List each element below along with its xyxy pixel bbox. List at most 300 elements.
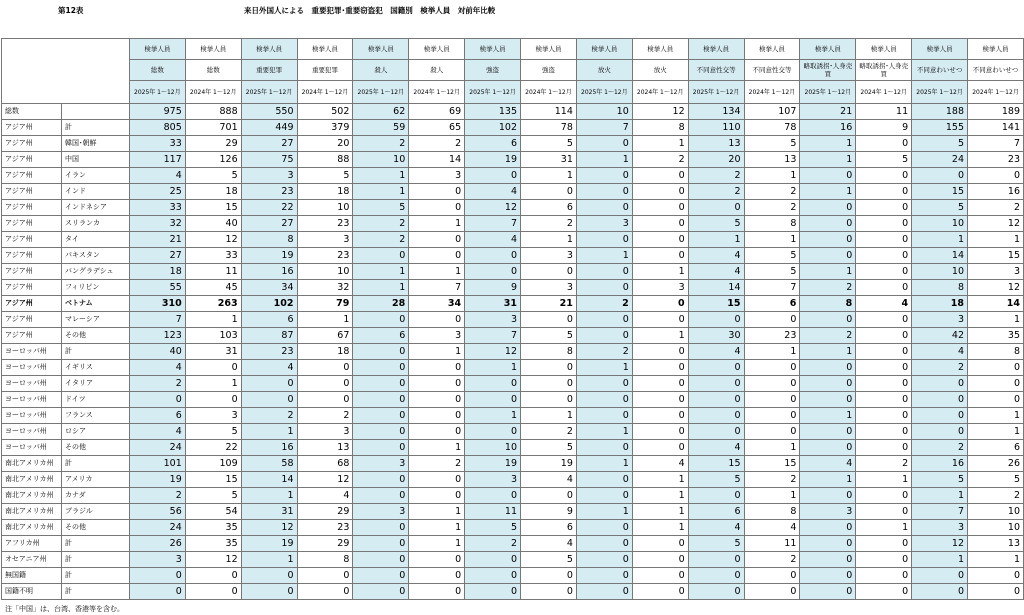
value-cell: 0 — [800, 536, 856, 552]
value-cell: 24 — [912, 152, 968, 168]
value-cell: 0 — [856, 344, 912, 360]
column-crime-label: 強盗 — [465, 60, 521, 81]
value-cell: 18 — [912, 296, 968, 312]
value-cell: 0 — [632, 248, 688, 264]
value-cell: 0 — [688, 360, 744, 376]
value-cell: 1 — [632, 472, 688, 488]
region-cell: アジア州 — [2, 152, 62, 168]
column-period-label: 2025年 1～12月 — [912, 81, 968, 104]
column-top-label: 検挙人員 — [185, 39, 241, 60]
value-cell: 0 — [521, 392, 577, 408]
value-cell: 2 — [576, 344, 632, 360]
value-cell: 0 — [353, 552, 409, 568]
column-period-label: 2025年 1～12月 — [576, 81, 632, 104]
value-cell: 31 — [465, 296, 521, 312]
value-cell: 14 — [241, 472, 297, 488]
value-cell: 23 — [744, 328, 800, 344]
value-cell: 0 — [744, 424, 800, 440]
value-cell: 0 — [465, 392, 521, 408]
value-cell: 28 — [353, 296, 409, 312]
value-cell: 4 — [800, 456, 856, 472]
value-cell: 2 — [129, 376, 185, 392]
table-row — [2, 168, 1024, 184]
value-cell: 1 — [744, 168, 800, 184]
value-cell: 102 — [241, 296, 297, 312]
column-top-label: 検挙人員 — [353, 39, 409, 60]
value-cell: 11 — [856, 104, 912, 120]
value-cell: 0 — [912, 408, 968, 424]
value-cell: 0 — [800, 216, 856, 232]
value-cell: 69 — [409, 104, 465, 120]
value-cell: 2 — [129, 488, 185, 504]
value-cell: 0 — [353, 584, 409, 600]
value-cell: 8 — [632, 120, 688, 136]
value-cell: 975 — [129, 104, 185, 120]
value-cell: 0 — [409, 424, 465, 440]
value-cell: 26 — [129, 536, 185, 552]
value-cell: 12 — [968, 280, 1024, 296]
value-cell: 2 — [800, 280, 856, 296]
value-cell: 0 — [744, 312, 800, 328]
value-cell: 21 — [800, 104, 856, 120]
table-row — [2, 504, 1024, 520]
value-cell: 0 — [968, 392, 1024, 408]
value-cell: 14 — [912, 248, 968, 264]
region-cell: 南北アメリカ州 — [2, 472, 62, 488]
value-cell: 30 — [688, 328, 744, 344]
value-cell: 14 — [409, 152, 465, 168]
value-cell: 4 — [856, 296, 912, 312]
value-cell: 0 — [856, 440, 912, 456]
value-cell: 3 — [465, 312, 521, 328]
value-cell: 1 — [353, 184, 409, 200]
value-cell: 5 — [185, 168, 241, 184]
value-cell: 40 — [129, 344, 185, 360]
value-cell: 4 — [241, 360, 297, 376]
table-row — [2, 104, 1024, 120]
value-cell: 0 — [744, 392, 800, 408]
value-cell: 1 — [521, 232, 577, 248]
value-cell: 35 — [185, 520, 241, 536]
value-cell: 10 — [297, 264, 353, 280]
country-cell: ベトナム — [61, 296, 129, 312]
country-cell: ドイツ — [61, 392, 129, 408]
value-cell: 1 — [409, 536, 465, 552]
value-cell: 0 — [241, 392, 297, 408]
value-cell: 1 — [744, 488, 800, 504]
value-cell: 16 — [800, 120, 856, 136]
value-cell: 0 — [632, 424, 688, 440]
region-cell: アジア州 — [2, 312, 62, 328]
value-cell: 0 — [968, 376, 1024, 392]
value-cell: 0 — [856, 504, 912, 520]
column-period-label: 2024年 1～12月 — [968, 81, 1024, 104]
column-crime-label: 殺人 — [409, 60, 465, 81]
value-cell: 0 — [800, 568, 856, 584]
country-cell: スリランカ — [61, 216, 129, 232]
value-cell: 0 — [632, 168, 688, 184]
value-cell: 0 — [800, 392, 856, 408]
region-cell: アジア州 — [2, 184, 62, 200]
value-cell: 1 — [241, 552, 297, 568]
value-cell: 0 — [912, 392, 968, 408]
value-cell: 12 — [185, 552, 241, 568]
value-cell: 23 — [297, 216, 353, 232]
value-cell: 0 — [800, 200, 856, 216]
value-cell: 0 — [856, 392, 912, 408]
value-cell: 34 — [409, 296, 465, 312]
table-row — [2, 280, 1024, 296]
value-cell: 88 — [297, 152, 353, 168]
value-cell: 11 — [185, 264, 241, 280]
region-cell: ヨーロッパ州 — [2, 344, 62, 360]
value-cell: 0 — [241, 584, 297, 600]
value-cell: 101 — [129, 456, 185, 472]
value-cell: 1 — [856, 520, 912, 536]
value-cell: 3 — [297, 232, 353, 248]
value-cell: 32 — [129, 216, 185, 232]
value-cell: 18 — [129, 264, 185, 280]
column-period-label: 2024年 1～12月 — [297, 81, 353, 104]
value-cell: 0 — [856, 536, 912, 552]
column-crime-label: 略取誘拐･人身売買 — [800, 60, 856, 81]
value-cell: 6 — [129, 408, 185, 424]
value-cell: 0 — [632, 584, 688, 600]
value-cell: 0 — [688, 392, 744, 408]
value-cell: 0 — [409, 232, 465, 248]
value-cell: 0 — [688, 200, 744, 216]
value-cell: 12 — [632, 104, 688, 120]
value-cell: 0 — [576, 328, 632, 344]
value-cell: 22 — [241, 200, 297, 216]
value-cell: 0 — [856, 376, 912, 392]
region-cell: アジア州 — [2, 136, 62, 152]
value-cell: 62 — [353, 104, 409, 120]
value-cell: 0 — [744, 584, 800, 600]
value-cell: 10 — [912, 216, 968, 232]
value-cell: 1 — [744, 232, 800, 248]
region-cell: ヨーロッパ州 — [2, 376, 62, 392]
value-cell: 5 — [744, 264, 800, 280]
value-cell: 16 — [968, 184, 1024, 200]
country-cell: インド — [61, 184, 129, 200]
value-cell: 5 — [912, 200, 968, 216]
value-cell: 0 — [576, 568, 632, 584]
value-cell: 155 — [912, 120, 968, 136]
value-cell: 0 — [409, 584, 465, 600]
value-cell: 10 — [576, 104, 632, 120]
value-cell: 7 — [912, 504, 968, 520]
value-cell: 3 — [241, 168, 297, 184]
value-cell: 3 — [632, 280, 688, 296]
value-cell: 0 — [576, 584, 632, 600]
table-row — [2, 424, 1024, 440]
column-period-label: 2025年 1～12月 — [465, 81, 521, 104]
value-cell: 68 — [297, 456, 353, 472]
value-cell: 23 — [968, 152, 1024, 168]
column-period-label: 2024年 1～12月 — [856, 81, 912, 104]
value-cell: 0 — [576, 200, 632, 216]
value-cell: 20 — [297, 136, 353, 152]
value-cell: 54 — [185, 504, 241, 520]
value-cell: 0 — [465, 168, 521, 184]
value-cell: 1 — [576, 424, 632, 440]
value-cell: 7 — [465, 328, 521, 344]
value-cell: 1 — [409, 264, 465, 280]
value-cell: 1 — [465, 408, 521, 424]
value-cell: 8 — [744, 504, 800, 520]
value-cell: 0 — [632, 408, 688, 424]
value-cell: 0 — [632, 536, 688, 552]
value-cell: 1 — [800, 184, 856, 200]
region-cell: 総数 — [2, 104, 62, 120]
value-cell: 1 — [576, 456, 632, 472]
table-row — [2, 584, 1024, 600]
value-cell: 2 — [576, 296, 632, 312]
value-cell: 2 — [632, 152, 688, 168]
value-cell: 2 — [297, 408, 353, 424]
value-cell: 2 — [688, 184, 744, 200]
region-cell: アジア州 — [2, 264, 62, 280]
value-cell: 4 — [521, 472, 577, 488]
value-cell: 0 — [856, 408, 912, 424]
value-cell: 0 — [632, 296, 688, 312]
table-row — [2, 376, 1024, 392]
value-cell: 9 — [856, 120, 912, 136]
value-cell: 2 — [744, 552, 800, 568]
value-cell: 0 — [465, 584, 521, 600]
value-cell: 1 — [353, 280, 409, 296]
value-cell: 26 — [968, 456, 1024, 472]
value-cell: 4 — [465, 232, 521, 248]
value-cell: 59 — [353, 120, 409, 136]
value-cell: 13 — [744, 152, 800, 168]
region-cell: 南北アメリカ州 — [2, 488, 62, 504]
value-cell: 25 — [129, 184, 185, 200]
column-top-label: 検挙人員 — [521, 39, 577, 60]
country-cell: 計 — [61, 584, 129, 600]
value-cell: 0 — [353, 392, 409, 408]
table-row — [2, 200, 1024, 216]
value-cell: 31 — [185, 344, 241, 360]
value-cell: 4 — [632, 456, 688, 472]
value-cell: 10 — [968, 520, 1024, 536]
value-cell: 2 — [744, 200, 800, 216]
value-cell: 19 — [465, 152, 521, 168]
value-cell: 0 — [856, 328, 912, 344]
value-cell: 6 — [241, 312, 297, 328]
region-cell: 国籍不明 — [2, 584, 62, 600]
table-row — [2, 264, 1024, 280]
value-cell: 10 — [912, 264, 968, 280]
region-cell: アジア州 — [2, 280, 62, 296]
value-cell: 0 — [353, 440, 409, 456]
value-cell: 22 — [185, 440, 241, 456]
column-period-label: 2025年 1～12月 — [688, 81, 744, 104]
country-cell: イギリス — [61, 360, 129, 376]
value-cell: 23 — [297, 248, 353, 264]
value-cell: 0 — [409, 552, 465, 568]
value-cell: 2 — [353, 232, 409, 248]
column-period-label: 2025年 1～12月 — [241, 81, 297, 104]
value-cell: 40 — [185, 216, 241, 232]
value-cell: 24 — [129, 520, 185, 536]
column-period-label: 2024年 1～12月 — [632, 81, 688, 104]
value-cell: 0 — [632, 552, 688, 568]
region-cell: ヨーロッパ州 — [2, 360, 62, 376]
column-top-label: 検挙人員 — [576, 39, 632, 60]
value-cell: 117 — [129, 152, 185, 168]
value-cell: 3 — [912, 312, 968, 328]
corner-cell — [2, 39, 130, 104]
value-cell: 0 — [856, 168, 912, 184]
country-cell: イタリア — [61, 376, 129, 392]
country-cell: バングラデシュ — [61, 264, 129, 280]
value-cell: 3 — [800, 504, 856, 520]
value-cell: 0 — [912, 424, 968, 440]
value-cell: 6 — [521, 200, 577, 216]
value-cell: 310 — [129, 296, 185, 312]
value-cell: 6 — [521, 520, 577, 536]
value-cell: 502 — [297, 104, 353, 120]
region-cell: ヨーロッパ州 — [2, 440, 62, 456]
value-cell: 1 — [465, 360, 521, 376]
value-cell: 1 — [744, 344, 800, 360]
value-cell: 0 — [800, 360, 856, 376]
value-cell: 0 — [632, 200, 688, 216]
value-cell: 4 — [129, 424, 185, 440]
value-cell: 3 — [912, 520, 968, 536]
value-cell: 0 — [353, 536, 409, 552]
value-cell: 0 — [856, 488, 912, 504]
value-cell: 0 — [632, 232, 688, 248]
value-cell: 24 — [129, 440, 185, 456]
value-cell: 0 — [800, 376, 856, 392]
value-cell: 0 — [576, 376, 632, 392]
table-row — [2, 136, 1024, 152]
value-cell: 0 — [409, 248, 465, 264]
country-cell: フィリピン — [61, 280, 129, 296]
value-cell: 15 — [185, 472, 241, 488]
value-cell: 0 — [465, 376, 521, 392]
value-cell: 0 — [856, 280, 912, 296]
column-crime-label: 放火 — [576, 60, 632, 81]
value-cell: 0 — [968, 584, 1024, 600]
value-cell: 0 — [576, 136, 632, 152]
country-cell: インドネシア — [61, 200, 129, 216]
value-cell: 0 — [129, 584, 185, 600]
value-cell: 189 — [968, 104, 1024, 120]
value-cell: 0 — [800, 520, 856, 536]
value-cell: 0 — [632, 440, 688, 456]
column-period-label: 2025年 1～12月 — [353, 81, 409, 104]
value-cell: 0 — [353, 360, 409, 376]
value-cell: 78 — [521, 120, 577, 136]
column-crime-label: 不同意わいせつ — [968, 60, 1024, 81]
value-cell: 14 — [688, 280, 744, 296]
value-cell: 0 — [353, 472, 409, 488]
table-row — [2, 408, 1024, 424]
column-period-label: 2024年 1～12月 — [409, 81, 465, 104]
table-row — [2, 488, 1024, 504]
value-cell: 0 — [185, 584, 241, 600]
column-period-label: 2024年 1～12月 — [185, 81, 241, 104]
value-cell: 0 — [465, 248, 521, 264]
country-cell: その他 — [61, 440, 129, 456]
value-cell: 5 — [521, 440, 577, 456]
value-cell: 0 — [912, 376, 968, 392]
value-cell: 0 — [409, 184, 465, 200]
value-cell: 8 — [968, 344, 1024, 360]
value-cell: 0 — [241, 376, 297, 392]
value-cell: 1 — [688, 232, 744, 248]
value-cell: 0 — [521, 376, 577, 392]
table-row — [2, 472, 1024, 488]
column-crime-label: 不同意性交等 — [688, 60, 744, 81]
value-cell: 0 — [521, 264, 577, 280]
value-cell: 5 — [688, 536, 744, 552]
value-cell: 1 — [968, 232, 1024, 248]
region-cell: オセアニア州 — [2, 552, 62, 568]
country-cell: フランス — [61, 408, 129, 424]
value-cell: 5 — [744, 248, 800, 264]
column-top-label: 検挙人員 — [912, 39, 968, 60]
value-cell: 5 — [688, 472, 744, 488]
value-cell: 1 — [632, 264, 688, 280]
value-cell: 1 — [409, 216, 465, 232]
value-cell: 18 — [297, 184, 353, 200]
value-cell: 6 — [465, 136, 521, 152]
value-cell: 5 — [856, 152, 912, 168]
region-cell: アジア州 — [2, 248, 62, 264]
value-cell: 1 — [968, 552, 1024, 568]
region-cell: アジア州 — [2, 168, 62, 184]
value-cell: 18 — [297, 344, 353, 360]
value-cell: 1 — [521, 408, 577, 424]
table-row — [2, 184, 1024, 200]
value-cell: 12 — [968, 216, 1024, 232]
value-cell: 6 — [688, 504, 744, 520]
header-row — [2, 60, 1024, 81]
value-cell: 0 — [297, 568, 353, 584]
value-cell: 2 — [465, 536, 521, 552]
region-cell: アジア州 — [2, 296, 62, 312]
value-cell: 0 — [353, 488, 409, 504]
value-cell: 19 — [521, 456, 577, 472]
value-cell: 0 — [185, 568, 241, 584]
country-cell: パキスタン — [61, 248, 129, 264]
value-cell: 0 — [353, 248, 409, 264]
value-cell: 134 — [688, 104, 744, 120]
value-cell: 0 — [856, 184, 912, 200]
region-cell: ヨーロッパ州 — [2, 408, 62, 424]
value-cell: 10 — [297, 200, 353, 216]
value-cell: 0 — [576, 264, 632, 280]
column-crime-label: 略取誘拐･人身売買 — [856, 60, 912, 81]
value-cell: 2 — [744, 472, 800, 488]
value-cell: 35 — [185, 536, 241, 552]
value-cell: 1 — [800, 408, 856, 424]
value-cell: 0 — [409, 392, 465, 408]
value-cell: 65 — [409, 120, 465, 136]
table-row — [2, 120, 1024, 136]
value-cell: 2 — [241, 408, 297, 424]
value-cell: 1 — [297, 312, 353, 328]
value-cell: 0 — [409, 312, 465, 328]
value-cell: 0 — [353, 312, 409, 328]
value-cell: 1 — [800, 152, 856, 168]
value-cell: 2 — [409, 456, 465, 472]
